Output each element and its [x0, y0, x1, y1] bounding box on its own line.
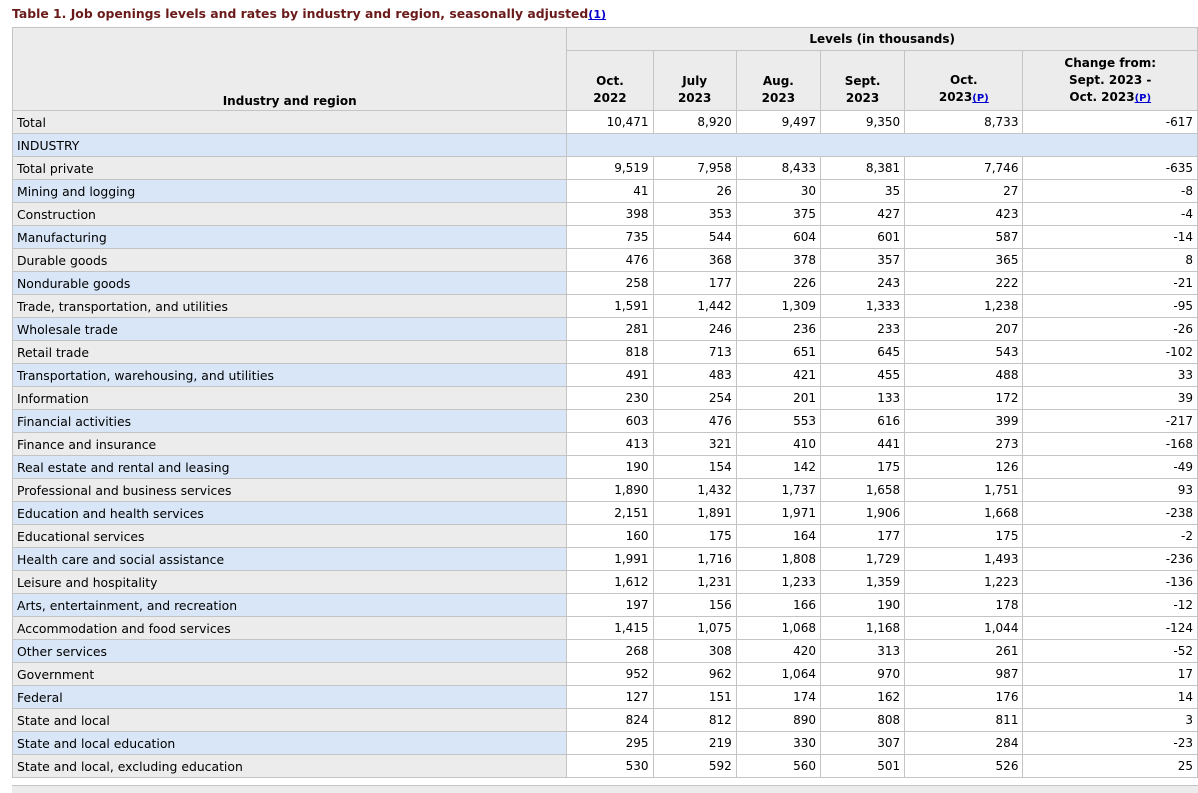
- value-cell: 27: [905, 180, 1023, 203]
- value-cell: 1,333: [820, 295, 904, 318]
- table-row: [13, 318, 1198, 341]
- value-cell: 483: [653, 364, 736, 387]
- row-label: Educational services: [13, 525, 567, 548]
- table-row: [13, 341, 1198, 364]
- section-fill: [567, 134, 1198, 157]
- value-cell: 1,168: [820, 617, 904, 640]
- change-cell: -4: [1023, 203, 1198, 226]
- value-cell: 7,746: [905, 157, 1023, 180]
- value-cell: 142: [736, 456, 820, 479]
- value-cell: 970: [820, 663, 904, 686]
- value-cell: 1,223: [905, 571, 1023, 594]
- table-row: [13, 617, 1198, 640]
- value-cell: 174: [736, 686, 820, 709]
- column-header: July 2023: [653, 51, 736, 111]
- value-cell: 9,497: [736, 111, 820, 134]
- value-cell: 177: [820, 525, 904, 548]
- value-cell: 1,808: [736, 548, 820, 571]
- change-cell: 3: [1023, 709, 1198, 732]
- table-row: [13, 709, 1198, 732]
- change-cell: -23: [1023, 732, 1198, 755]
- value-cell: 1,309: [736, 295, 820, 318]
- value-cell: 178: [905, 594, 1023, 617]
- row-label: Accommodation and food services: [13, 617, 567, 640]
- value-cell: 378: [736, 249, 820, 272]
- value-cell: 243: [820, 272, 904, 295]
- value-cell: 176: [905, 686, 1023, 709]
- change-cell: -617: [1023, 111, 1198, 134]
- value-cell: 175: [820, 456, 904, 479]
- table-row: [13, 525, 1198, 548]
- table-body: [13, 111, 1198, 778]
- value-cell: 375: [736, 203, 820, 226]
- value-cell: 1,442: [653, 295, 736, 318]
- value-cell: 1,231: [653, 571, 736, 594]
- value-cell: 476: [653, 410, 736, 433]
- value-cell: 587: [905, 226, 1023, 249]
- change-column-header: Change from: Sept. 2023 - Oct. 2023(P): [1023, 51, 1198, 111]
- value-cell: 330: [736, 732, 820, 755]
- row-label: Arts, entertainment, and recreation: [13, 594, 567, 617]
- value-cell: 1,075: [653, 617, 736, 640]
- value-cell: 284: [905, 732, 1023, 755]
- value-cell: 177: [653, 272, 736, 295]
- value-cell: 308: [653, 640, 736, 663]
- value-cell: 616: [820, 410, 904, 433]
- change-cell: 14: [1023, 686, 1198, 709]
- table-row: [13, 548, 1198, 571]
- value-cell: 1,890: [567, 479, 653, 502]
- row-label: Wholesale trade: [13, 318, 567, 341]
- row-label: Leisure and hospitality: [13, 571, 567, 594]
- value-cell: 201: [736, 387, 820, 410]
- value-cell: 1,064: [736, 663, 820, 686]
- row-label: Construction: [13, 203, 567, 226]
- value-cell: 268: [567, 640, 653, 663]
- row-label: Manufacturing: [13, 226, 567, 249]
- value-cell: 175: [905, 525, 1023, 548]
- row-label: Transportation, warehousing, and utilities: [13, 364, 567, 387]
- table-row: [13, 640, 1198, 663]
- value-cell: 544: [653, 226, 736, 249]
- table-row: [13, 663, 1198, 686]
- value-cell: 7,958: [653, 157, 736, 180]
- table-row: [13, 433, 1198, 456]
- row-label: Federal: [13, 686, 567, 709]
- value-cell: 413: [567, 433, 653, 456]
- value-cell: 824: [567, 709, 653, 732]
- value-cell: 9,519: [567, 157, 653, 180]
- value-cell: 530: [567, 755, 653, 778]
- value-cell: 190: [567, 456, 653, 479]
- table-row: [13, 387, 1198, 410]
- value-cell: 365: [905, 249, 1023, 272]
- row-label: Trade, transportation, and utilities: [13, 295, 567, 318]
- table-row: [13, 456, 1198, 479]
- table-caption: [12, 6, 606, 21]
- value-cell: 427: [820, 203, 904, 226]
- value-cell: 962: [653, 663, 736, 686]
- change-cell: 93: [1023, 479, 1198, 502]
- change-cell: -26: [1023, 318, 1198, 341]
- table-row: [13, 755, 1198, 778]
- table-row: [13, 410, 1198, 433]
- row-label: Total: [13, 111, 567, 134]
- value-cell: 1,737: [736, 479, 820, 502]
- value-cell: 307: [820, 732, 904, 755]
- value-cell: 399: [905, 410, 1023, 433]
- value-cell: 368: [653, 249, 736, 272]
- table-row: [13, 272, 1198, 295]
- row-label: Other services: [13, 640, 567, 663]
- value-cell: 160: [567, 525, 653, 548]
- table-row: [13, 295, 1198, 318]
- value-cell: 35: [820, 180, 904, 203]
- value-cell: 1,044: [905, 617, 1023, 640]
- row-label: State and local, excluding education: [13, 755, 567, 778]
- value-cell: 603: [567, 410, 653, 433]
- value-cell: 713: [653, 341, 736, 364]
- value-cell: 1,668: [905, 502, 1023, 525]
- value-cell: 133: [820, 387, 904, 410]
- row-label: Finance and insurance: [13, 433, 567, 456]
- value-cell: 1,493: [905, 548, 1023, 571]
- value-cell: 8,381: [820, 157, 904, 180]
- value-cell: 1,906: [820, 502, 904, 525]
- value-cell: 222: [905, 272, 1023, 295]
- value-cell: 219: [653, 732, 736, 755]
- change-cell: -635: [1023, 157, 1198, 180]
- value-cell: 10,471: [567, 111, 653, 134]
- preliminary-footnote-link[interactable]: (P): [972, 93, 989, 104]
- value-cell: 543: [905, 341, 1023, 364]
- table-row: [13, 571, 1198, 594]
- value-cell: 592: [653, 755, 736, 778]
- value-cell: 164: [736, 525, 820, 548]
- table-title: Table 1. Job openings levels and rates by industry and region, seasonally adjusted: [12, 6, 589, 21]
- value-cell: 812: [653, 709, 736, 732]
- stub-header: Industry and region: [13, 28, 567, 111]
- change-cell: -168: [1023, 433, 1198, 456]
- value-cell: 1,359: [820, 571, 904, 594]
- change-cell: -238: [1023, 502, 1198, 525]
- value-cell: 488: [905, 364, 1023, 387]
- value-cell: 423: [905, 203, 1023, 226]
- row-label: Real estate and rental and leasing: [13, 456, 567, 479]
- value-cell: 1,971: [736, 502, 820, 525]
- value-cell: 811: [905, 709, 1023, 732]
- row-label: Education and health services: [13, 502, 567, 525]
- value-cell: 8,433: [736, 157, 820, 180]
- change-cell: -236: [1023, 548, 1198, 571]
- value-cell: 410: [736, 433, 820, 456]
- value-cell: 9,350: [820, 111, 904, 134]
- value-cell: 233: [820, 318, 904, 341]
- value-cell: 1,612: [567, 571, 653, 594]
- table-row: [13, 203, 1198, 226]
- value-cell: 1,415: [567, 617, 653, 640]
- section-row: [13, 134, 1198, 157]
- value-cell: 1,591: [567, 295, 653, 318]
- value-cell: 30: [736, 180, 820, 203]
- change-cell: -52: [1023, 640, 1198, 663]
- row-label: Government: [13, 663, 567, 686]
- value-cell: 1,891: [653, 502, 736, 525]
- change-cell: 17: [1023, 663, 1198, 686]
- value-cell: 254: [653, 387, 736, 410]
- value-cell: 491: [567, 364, 653, 387]
- value-cell: 1,432: [653, 479, 736, 502]
- value-cell: 1,233: [736, 571, 820, 594]
- value-cell: 166: [736, 594, 820, 617]
- value-cell: 175: [653, 525, 736, 548]
- change-cell: 33: [1023, 364, 1198, 387]
- column-header: Oct. 2023(P): [905, 51, 1023, 111]
- value-cell: 890: [736, 709, 820, 732]
- row-label: Nondurable goods: [13, 272, 567, 295]
- row-label: Professional and business services: [13, 479, 567, 502]
- value-cell: 156: [653, 594, 736, 617]
- levels-group-header: Levels (in thousands): [567, 28, 1198, 51]
- value-cell: 154: [653, 456, 736, 479]
- table-row: [13, 732, 1198, 755]
- change-cell: -12: [1023, 594, 1198, 617]
- value-cell: 236: [736, 318, 820, 341]
- value-cell: 41: [567, 180, 653, 203]
- change-cell: 39: [1023, 387, 1198, 410]
- value-cell: 601: [820, 226, 904, 249]
- value-cell: 190: [820, 594, 904, 617]
- value-cell: 818: [567, 341, 653, 364]
- value-cell: 8,733: [905, 111, 1023, 134]
- value-cell: 26: [653, 180, 736, 203]
- value-cell: 553: [736, 410, 820, 433]
- change-cell: -217: [1023, 410, 1198, 433]
- value-cell: 172: [905, 387, 1023, 410]
- value-cell: 455: [820, 364, 904, 387]
- value-cell: 421: [736, 364, 820, 387]
- value-cell: 321: [653, 433, 736, 456]
- row-label: Health care and social assistance: [13, 548, 567, 571]
- change-cell: -49: [1023, 456, 1198, 479]
- table-row: [13, 249, 1198, 272]
- row-label: Mining and logging: [13, 180, 567, 203]
- row-label: Total private: [13, 157, 567, 180]
- value-cell: 1,991: [567, 548, 653, 571]
- row-label: Information: [13, 387, 567, 410]
- row-label: State and local education: [13, 732, 567, 755]
- value-cell: 8,920: [653, 111, 736, 134]
- value-cell: 207: [905, 318, 1023, 341]
- change-cell: -124: [1023, 617, 1198, 640]
- value-cell: 313: [820, 640, 904, 663]
- job-openings-table: [12, 27, 1198, 778]
- value-cell: 281: [567, 318, 653, 341]
- value-cell: 441: [820, 433, 904, 456]
- row-label: State and local: [13, 709, 567, 732]
- row-label: INDUSTRY: [13, 134, 567, 157]
- table-row: [13, 686, 1198, 709]
- table-row: [13, 364, 1198, 387]
- table-row: [13, 157, 1198, 180]
- row-label: Financial activities: [13, 410, 567, 433]
- table-row: [13, 226, 1198, 249]
- change-cell: -8: [1023, 180, 1198, 203]
- value-cell: 735: [567, 226, 653, 249]
- value-cell: 126: [905, 456, 1023, 479]
- value-cell: 258: [567, 272, 653, 295]
- change-cell: -136: [1023, 571, 1198, 594]
- preliminary-footnote-link[interactable]: (P): [1134, 93, 1152, 104]
- value-cell: 651: [736, 341, 820, 364]
- table-row: [13, 479, 1198, 502]
- change-cell: -21: [1023, 272, 1198, 295]
- value-cell: 226: [736, 272, 820, 295]
- value-cell: 526: [905, 755, 1023, 778]
- table-row: [13, 594, 1198, 617]
- value-cell: 353: [653, 203, 736, 226]
- footnote-link[interactable]: (1): [588, 8, 607, 21]
- value-cell: 273: [905, 433, 1023, 456]
- change-cell: 25: [1023, 755, 1198, 778]
- value-cell: 952: [567, 663, 653, 686]
- value-cell: 197: [567, 594, 653, 617]
- row-label: Durable goods: [13, 249, 567, 272]
- change-cell: 8: [1023, 249, 1198, 272]
- value-cell: 1,729: [820, 548, 904, 571]
- value-cell: 1,658: [820, 479, 904, 502]
- column-header: Aug. 2023: [736, 51, 820, 111]
- value-cell: 230: [567, 387, 653, 410]
- value-cell: 246: [653, 318, 736, 341]
- row-label: Retail trade: [13, 341, 567, 364]
- value-cell: 1,716: [653, 548, 736, 571]
- value-cell: 1,751: [905, 479, 1023, 502]
- value-cell: 501: [820, 755, 904, 778]
- value-cell: 604: [736, 226, 820, 249]
- value-cell: 151: [653, 686, 736, 709]
- value-cell: 1,068: [736, 617, 820, 640]
- table-row: [13, 180, 1198, 203]
- table-row: [13, 111, 1198, 134]
- change-cell: -14: [1023, 226, 1198, 249]
- value-cell: 420: [736, 640, 820, 663]
- change-cell: -2: [1023, 525, 1198, 548]
- value-cell: 295: [567, 732, 653, 755]
- value-cell: 162: [820, 686, 904, 709]
- value-cell: 1,238: [905, 295, 1023, 318]
- value-cell: 398: [567, 203, 653, 226]
- value-cell: 476: [567, 249, 653, 272]
- value-cell: 357: [820, 249, 904, 272]
- value-cell: 560: [736, 755, 820, 778]
- column-header: Sept. 2023: [820, 51, 904, 111]
- value-cell: 808: [820, 709, 904, 732]
- value-cell: 127: [567, 686, 653, 709]
- column-header: Oct. 2022: [567, 51, 653, 111]
- value-cell: 261: [905, 640, 1023, 663]
- value-cell: 2,151: [567, 502, 653, 525]
- value-cell: 645: [820, 341, 904, 364]
- change-cell: -95: [1023, 295, 1198, 318]
- change-cell: -102: [1023, 341, 1198, 364]
- table-row: [13, 502, 1198, 525]
- value-cell: 987: [905, 663, 1023, 686]
